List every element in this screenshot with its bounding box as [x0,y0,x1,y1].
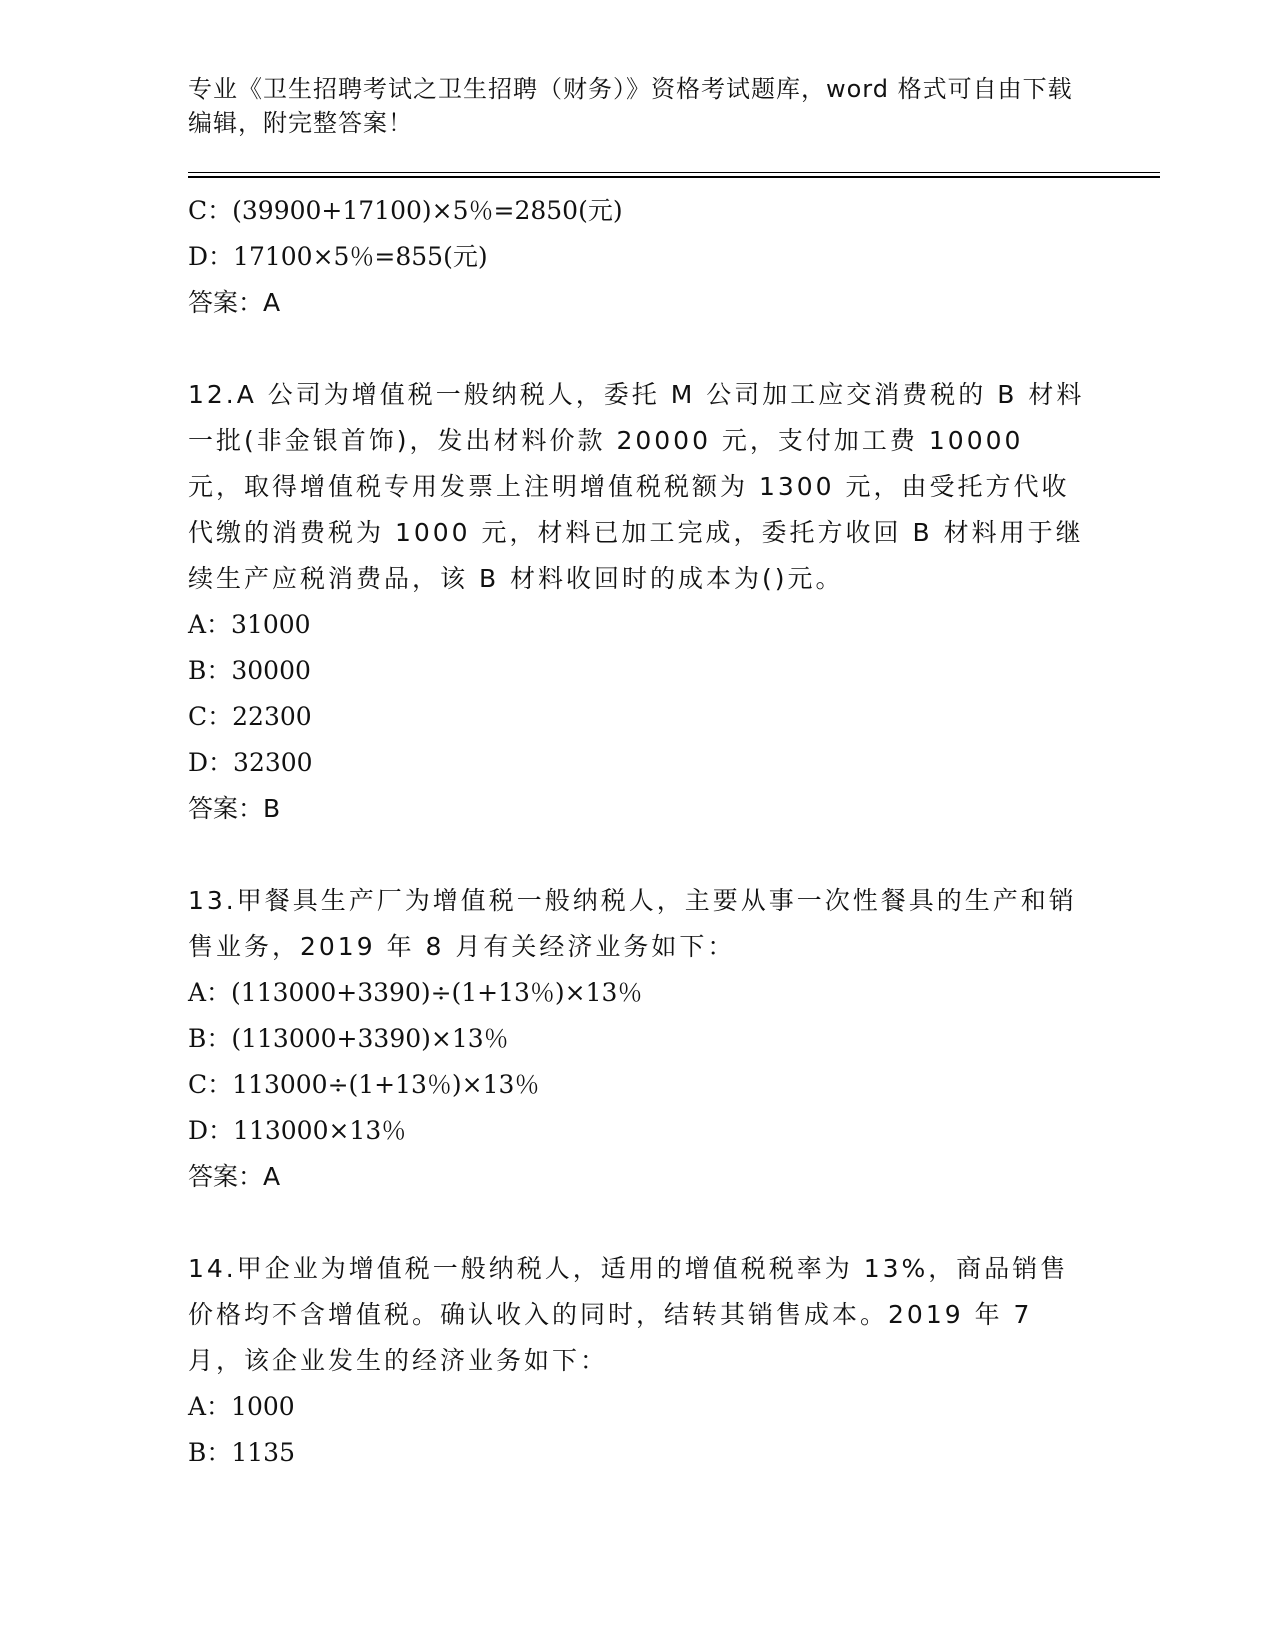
option-d: D：113000×13％ [188,1116,407,1145]
answer-line: 答案：A [188,1162,281,1191]
option-a: A：1000 [188,1392,295,1421]
option-c: C：22300 [188,702,312,731]
spacer [188,1200,1088,1246]
option-a: A：(113000+3390)÷(1+13％)×13％ [188,978,643,1007]
spacer [188,832,1088,878]
option-list [188,970,1088,1154]
header-divider-thick [188,176,1160,178]
question-content [188,188,1088,1476]
question-stem: 14.甲企业为增值税一般纳税人，适用的增值税税率为 13%，商品销售价格均不含增值税。确认收入的同时，结转其销售成本。2019 年 7 月，该企业发生的经济业务如下： [188,1254,1069,1375]
option-c: C：(39900+17100)×5％=2850(元) [188,196,623,225]
option-list [188,602,1088,786]
document-header: 专业《卫生招聘考试之卫生招聘（财务）》资格考试题库，word 格式可自由下载编辑，附完整答案！ [188,75,1073,137]
header-divider-thin [188,172,1160,173]
answer-line: 答案：A [188,288,281,317]
option-b: B：30000 [188,656,311,685]
question-14 [188,1246,1088,1476]
option-c: C：113000÷(1+13％)×13％ [188,1070,540,1099]
option-d: D：17100×5％=855(元) [188,242,488,271]
question-12 [188,372,1088,832]
option-a: A：31000 [188,610,311,639]
option-d: D：32300 [188,748,313,777]
answer-line: 答案：B [188,794,281,823]
option-b: B：(113000+3390)×13％ [188,1024,509,1053]
spacer [188,326,1088,372]
question-stem: 12.A 公司为增值税一般纳税人，委托 M 公司加工应交消费税的 B 材料一批(非金银首饰)，发出材料价款 20000 元，支付加工费 10000 元，取得增值税专用发票上注明增值税税额为 1300 元，由受托方代收代缴的消费税为 1000 元，材料已加工完成，委托方收回 B 材料用于继续生产应税消费品，该 B 材料收回时的成本为()元。 [188,380,1085,593]
question-13 [188,878,1088,1200]
option-b: B：1135 [188,1438,295,1467]
previous-question-tail [188,188,1088,326]
question-stem: 13.甲餐具生产厂为增值税一般纳税人，主要从事一次性餐具的生产和销售业务，2019 年 8 月有关经济业务如下： [188,886,1077,961]
option-list [188,1384,1088,1476]
